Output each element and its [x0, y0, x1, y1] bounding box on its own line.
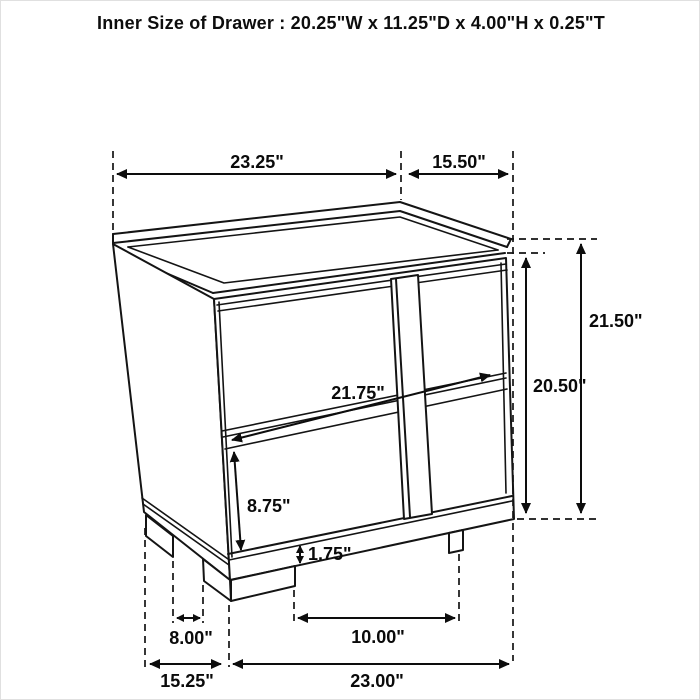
dim-label-base-depth: 15.25"	[160, 671, 214, 691]
dim-label-base-width: 23.00"	[350, 671, 404, 691]
dim-label-front-leg-spacing: 10.00"	[351, 627, 405, 647]
page-title: Inner Size of Drawer : 20.25"W x 11.25"D x 4.00"H x 0.25"T	[97, 13, 605, 33]
dim-label-overall-height: 21.50"	[589, 311, 643, 331]
dim-label-base-rail-height: 1.75"	[308, 544, 352, 564]
front-right-leg	[449, 530, 463, 553]
nightstand-dimension-drawing	[1, 1, 700, 700]
cabinet-left-panel	[113, 244, 230, 580]
dim-label-top-depth: 15.50"	[432, 152, 486, 172]
cabinet-drawing	[113, 202, 514, 601]
dim-label-drawer-width: 21.75"	[331, 383, 385, 403]
dim-label-top-width: 23.25"	[230, 152, 284, 172]
dim-label-case-height: 20.50"	[533, 376, 587, 396]
dim-label-side-leg-spacing: 8.00"	[169, 628, 213, 648]
dim-label-drawer-front-height: 8.75"	[247, 496, 291, 516]
